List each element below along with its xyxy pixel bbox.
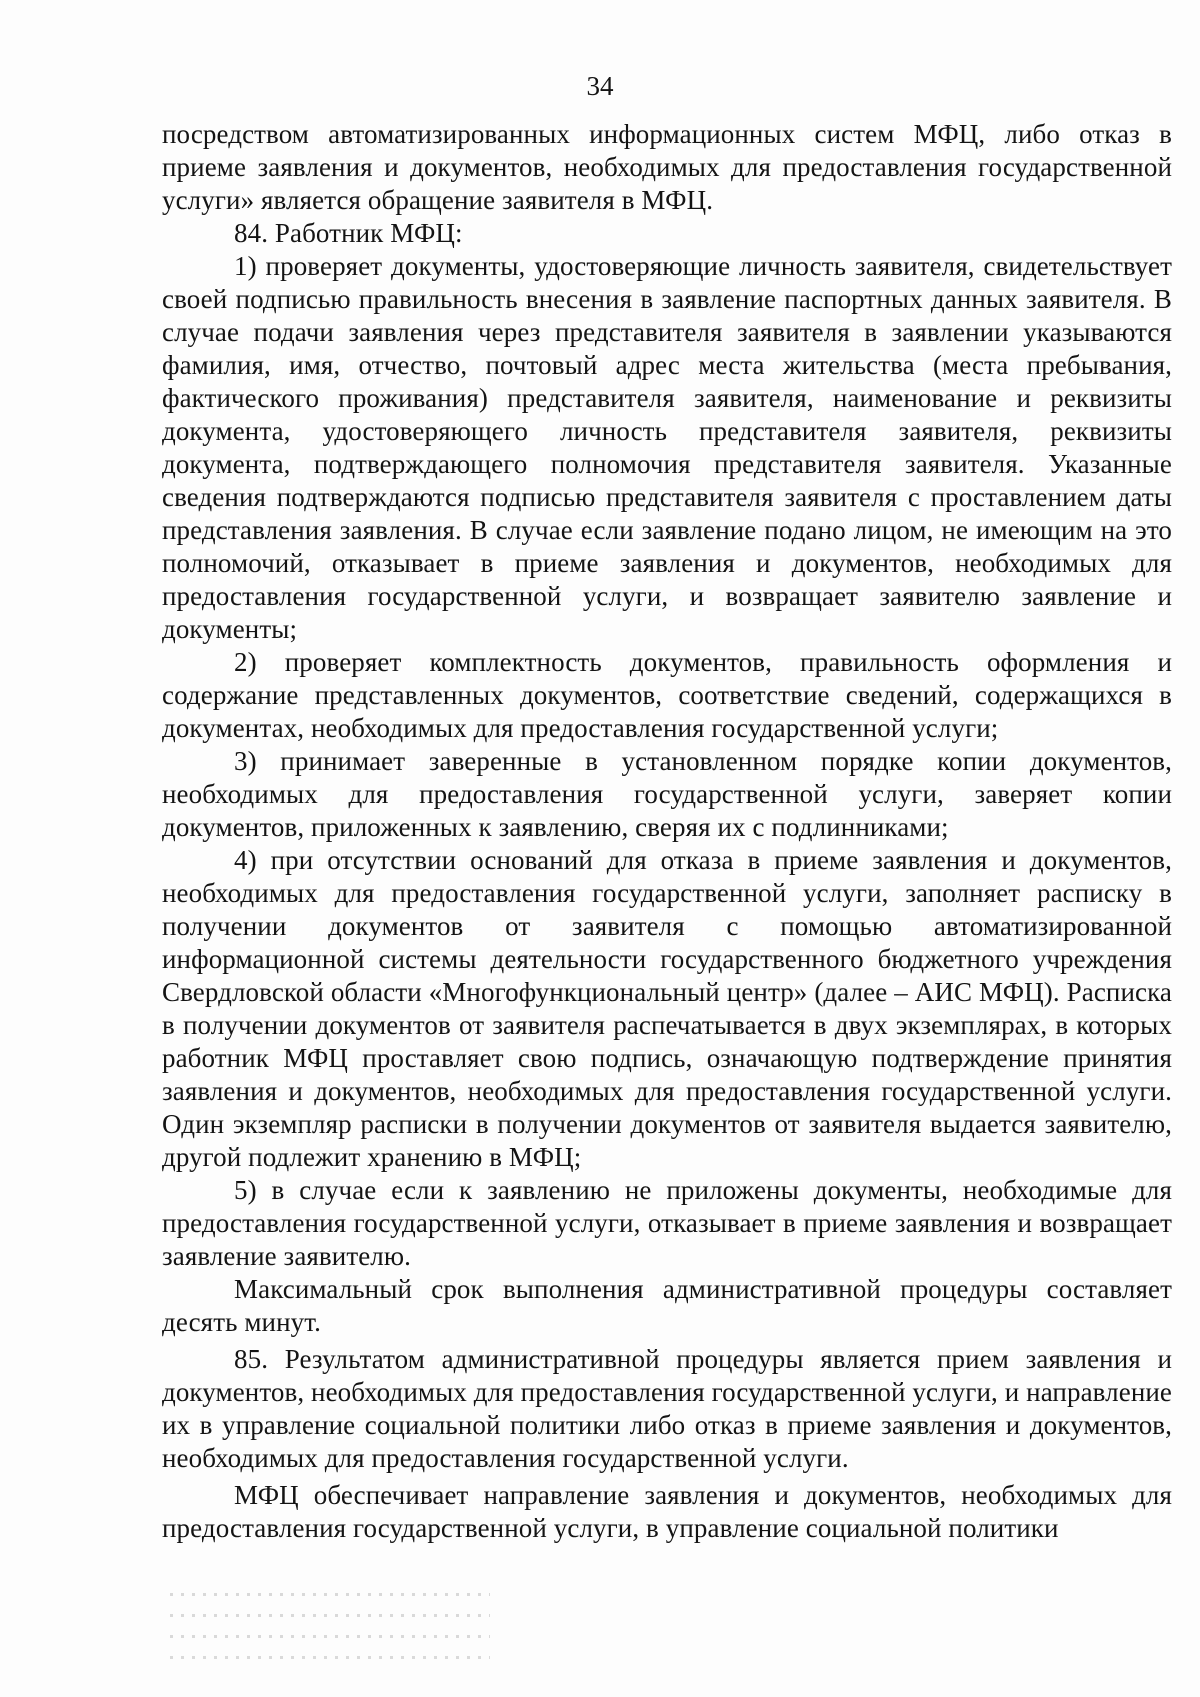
document-body xyxy=(162,118,1172,1545)
paragraph-mfc-routing: МФЦ обеспечивает направление заявления и документов, необходимых для предоставления государственной услуги, в управление социальной политики xyxy=(162,1480,1172,1543)
paragraph-item-84-heading: 84. Работник МФЦ: xyxy=(234,218,463,248)
paragraph-continuation: посредством автоматизированных информационных систем МФЦ, либо отказ в приеме заявления и документов, необходимых для предоставления государственной услуги» является обращение заявителя в МФЦ. xyxy=(162,119,1172,215)
paragraph-subitem-1: 1) проверяет документы, удостоверяющие личность заявителя, свидетельствует своей подписью правильность внесения в заявление паспортных данных заявителя. В случае подачи заявления через представителя заявителя в заявлении указываются фамилия, имя, отчество, почтовый адрес места жительства (места пребывания, фактического проживания) представителя заявителя, наименование и реквизиты документа, удостоверяющего личность представителя заявителя, реквизиты документа, подтверждающего полномочия представителя заявителя. Указанные сведения подтверждаются подписью представителя заявителя с проставлением даты представления заявления. В случае если заявление подано лицом, не имеющим на это полномочий, отказывает в приеме заявления и документов, необходимых для предоставления государственной услуги, и возвращает заявителю заявление и документы; xyxy=(162,251,1172,644)
paragraph-item-85: 85. Результатом административной процедуры является прием заявления и документов, необходимых для предоставления государственной услуги, и направление их в управление социальной политики либо отказ в приеме заявления и документов, необходимых для предоставления государственной услуги. xyxy=(162,1344,1172,1473)
paragraph-subitem-4: 4) при отсутствии оснований для отказа в приеме заявления и документов, необходимых для предоставления государственной услуги, заполняет расписку в получении документов от заявителя с помощью автоматизированной информационной системы деятельности государственного бюджетного учреждения Свердловской области «Многофункциональный центр» (далее – АИС МФЦ). Расписка в получении документов от заявителя распечатывается в двух экземплярах, в которых работник МФЦ проставляет свою подпись, означающую подтверждение принятия заявления и документов, необходимых для предоставления государственной услуги. Один экземпляр расписки в получении документов от заявителя выдается заявителю, другой подлежит хранению в МФЦ; xyxy=(162,845,1172,1172)
scan-artifact xyxy=(170,1575,490,1685)
paragraph-max-duration: Максимальный срок выполнения административной процедуры составляет десять минут. xyxy=(162,1274,1172,1337)
page-number: 34 xyxy=(586,71,614,101)
paragraph-subitem-5: 5) в случае если к заявлению не приложены документы, необходимые для предоставления государственной услуги, отказывает в приеме заявления и возвращает заявление заявителю. xyxy=(162,1175,1172,1271)
paragraph-subitem-3: 3) принимает заверенные в установленном порядке копии документов, необходимых для предоставления государственной услуги, заверяет копии документов, приложенных к заявлению, сверяя их с подлинниками; xyxy=(162,746,1172,842)
paragraph-subitem-2: 2) проверяет комплектность документов, правильность оформления и содержание представленных документов, соответствие сведений, содержащихся в документах, необходимых для предоставления государственной услуги; xyxy=(162,647,1172,743)
